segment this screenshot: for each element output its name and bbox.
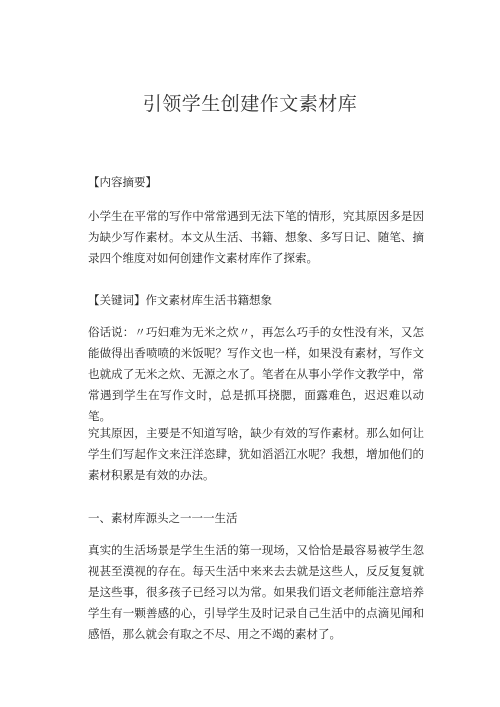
body-paragraph-1: 俗话说：〃巧妇难为无米之炊〃，再怎么巧手的女性没有米，又怎能做得出香喷喷的米饭呢？写作文也一样，如果没有素材，写作文也就成了无米之炊、无源之水了。笔者在从事小学作文教学中，常常遇到学生在写作文时，总是抓耳挠腮，面露难色，迟迟难以动笔。 bbox=[88, 325, 424, 423]
keywords-line: 【关键词】作文素材库生活书籍想象 bbox=[88, 293, 272, 307]
abstract-label: 【内容摘要】 bbox=[88, 175, 157, 189]
document-title: 引领学生创建作文素材库 bbox=[142, 93, 358, 115]
abstract-paragraph: 小学生在平常的写作中常常遇到无法下笔的情形，究其原因多是因为缺少写作素材。本文从生活、书籍、想象、多写日记、随笔、摘录四个维度对如何创建作文素材库作了探索。 bbox=[88, 209, 424, 265]
body-paragraph-3: 真实的生活场景是学生生活的第一现场，又恰恰是最容易被学生忽视甚至漠视的存在。每天生活中来来去去就是这些人，反反复复就是这些事，很多孩子已经习以为常。如果我们语文老师能注意培养学生有一颗善感的心，引导学生及时记录自己生活中的点滴见闻和感悟，那么就会有取之不尽、用之不竭的素材了。 bbox=[88, 543, 424, 641]
body-paragraph-2: 究其原因，主要是不知道写啥，缺少有效的写作素材。那么如何让学生们写起作文来汪洋恣肆，犹如滔滔江水呢？我想，增加他们的素材积累是有效的办法。 bbox=[88, 426, 424, 482]
section-heading-1: 一、素材库源头之一一一生活 bbox=[88, 511, 238, 525]
